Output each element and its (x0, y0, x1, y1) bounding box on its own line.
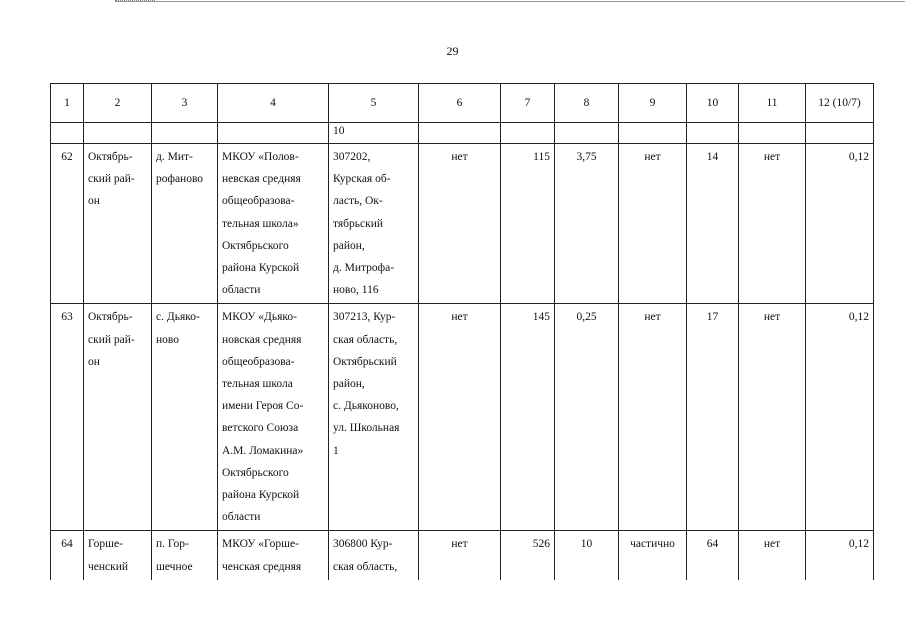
locality-cell: с. Дьяко- ново (152, 304, 218, 531)
district-cell: Горше- ченский (84, 531, 152, 580)
top-rule (115, 1, 905, 2)
header-cell: 11 (739, 84, 806, 123)
locality-cell: д. Мит- рофаново (152, 144, 218, 304)
continuation-row (51, 123, 874, 144)
header-cell: 3 (152, 84, 218, 123)
header-cell: 7 (501, 84, 555, 123)
table-header-row (51, 84, 874, 123)
district-cell: Октябрь- ский рай- он (84, 304, 152, 531)
district-cell: Октябрь- ский рай- он (84, 144, 152, 304)
data-table (50, 83, 874, 580)
page-number: 29 (446, 44, 459, 58)
header-cell: 9 (619, 84, 687, 123)
col12-cell: 0,12 (806, 304, 874, 531)
col9-cell: нет (619, 304, 687, 531)
col7-cell: 145 (501, 304, 555, 531)
row-number: 62 (51, 144, 84, 304)
address-cell: 306800 Кур- ская область, (329, 531, 419, 580)
col10-cell: 64 (687, 531, 739, 580)
col7-cell: 526 (501, 531, 555, 580)
school-cell: МКОУ «Горше- ченская средняя (218, 531, 329, 580)
col7-cell: 115 (501, 144, 555, 304)
col12-cell: 0,12 (806, 144, 874, 304)
locality-cell: п. Гор- шечное (152, 531, 218, 580)
school-cell: МКОУ «Полов- невская средняя общеобразова- тельная школа» Октябрьского района Курской области (218, 144, 329, 304)
col10-cell: 17 (687, 304, 739, 531)
col6-cell: нет (419, 144, 501, 304)
table-row (51, 144, 874, 304)
col12-cell: 0,12 (806, 531, 874, 580)
col9-cell: нет (619, 144, 687, 304)
table-row (51, 304, 874, 531)
header-cell: 6 (419, 84, 501, 123)
col8-cell: 0,25 (555, 304, 619, 531)
row-number: 63 (51, 304, 84, 531)
header-cell: 12 (10/7) (806, 84, 874, 123)
header-cell: 10 (687, 84, 739, 123)
address-cell: 307213, Кур- ская область, Октябрьский район, с. Дьяконово, ул. Школьная 1 (329, 304, 419, 531)
col11-cell: нет (739, 144, 806, 304)
top-dotted-mark (115, 0, 155, 2)
header-cell: 5 (329, 84, 419, 123)
continuation-cell: 10 (329, 123, 419, 144)
address-cell: 307202, Курская об- ласть, Ок- тябрьский район, д. Митрофа- ново, 116 (329, 144, 419, 304)
school-cell: МКОУ «Дьяко- новская средняя общеобразова- тельная школа имени Героя Со- ветского Союза А.М. Ломакина» Октябрьского района Курской области (218, 304, 329, 531)
col10-cell: 14 (687, 144, 739, 304)
col6-cell: нет (419, 304, 501, 531)
col9-cell: частично (619, 531, 687, 580)
header-cell: 2 (84, 84, 152, 123)
col11-cell: нет (739, 531, 806, 580)
col8-cell: 3,75 (555, 144, 619, 304)
col11-cell: нет (739, 304, 806, 531)
header-cell: 4 (218, 84, 329, 123)
header-cell: 8 (555, 84, 619, 123)
col6-cell: нет (419, 531, 501, 580)
table-row (51, 531, 874, 580)
row-number: 64 (51, 531, 84, 580)
header-cell: 1 (51, 84, 84, 123)
col8-cell: 10 (555, 531, 619, 580)
